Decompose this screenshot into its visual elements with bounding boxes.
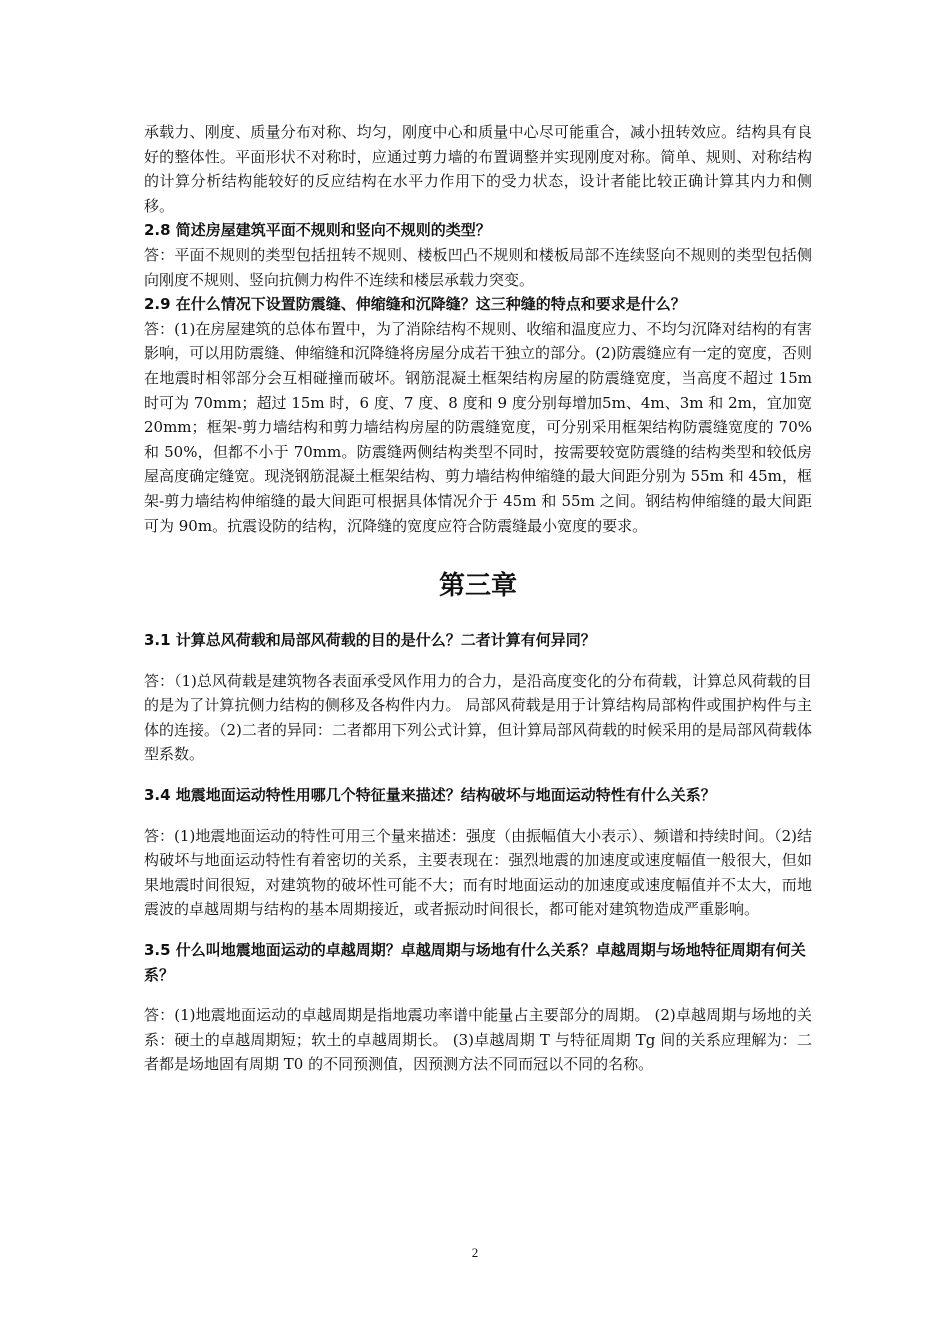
question-3-4: 3.4 地震地面运动特性用哪几个特征量来描述？结构破坏与地面运动特性有什么关系？ (144, 786, 716, 805)
paragraph-intro: 承载力、刚度、质量分布对称、均匀，刚度中心和质量中心尽可能重合，减小扭转效应。结构具有良好的整体性。平面形状不对称时，应通过剪力墙的布置调整并实现刚度对称。简单、规则、对称结构的计算分析结构能较好的反应结构在水平力作用下的受力状态，设计者能比较正确计算其内力和侧移。 (144, 123, 812, 215)
document-body (144, 120, 812, 1077)
spacer (144, 922, 812, 938)
question-3-5: 3.5 什么叫地震地面运动的卓越周期？卓越周期与场地有什么关系？卓越周期与场地特征周期有何关系？ (144, 941, 806, 984)
answer-3-5: 答：(1)地震地面运动的卓越周期是指地震功率谱中能量占主要部分的周期。 (2)卓越周期与场地的关系：硬土的卓越周期短；软土的卓越周期长。 (3)卓越周期 T 与特征周期 Tg 间的关系应理解为：二者都是场地固有周期 T0 的不同预测值，因预测方法不同而冠以不同的名称。 (144, 1006, 812, 1074)
answer-2-9: 答：(1)在房屋建筑的总体布置中，为了消除结构不规则、收缩和温度应力、不均匀沉降对结构的有害影响，可以用防震缝、伸缩缝和沉降缝将房屋分成若干独立的部分。(2)防震缝应有一定的宽度，否则在地震时相邻部分会互相碰撞而破坏。钢筋混凝土框架结构房屋的防震缝宽度，当高度不超过 15m 时可为 70mm；超过 15m 时，6 度、7 度、8 度和 9 度分别每增加5m、4m、3m 和 2m，宜加宽 20mm；框架-剪力墙结构和剪力墙结构房屋的防震缝宽度，可分别采用框架结构防震缝宽度的 70%和 50%，但都不小于 70mm。防震缝两侧结构类型不同时，按需要较宽防震缝的结构类型和较低房屋高度确定缝宽。现浇钢筋混凝土框架结构、剪力墙结构伸缩缝的最大间距分别为 55m 和 45m，框架-剪力墙结构伸缩缝的最大间距可根据具体情况介于 45m 和 55m 之间。钢结构伸缩缝的最大间距可为 90m。抗震设防的结构，沉降缝的宽度应符合防震缝最小宽度的要求。 (144, 319, 812, 535)
question-2-9: 2.9 在什么情况下设置防震缝、伸缩缝和沉降缝？这三种缝的特点和要求是什么？ (144, 295, 686, 314)
answer-3-1: 答：（1)总风荷载是建筑物各表面承受风作用力的合力，是沿高度变化的分布荷载，计算总风荷载的目的是为了计算抗侧力结构的侧移及各构件内力。 局部风荷载是用于计算结构局部构件或围护构件与主体的连接。（2)二者的异同：二者都用下列公式计算，但计算局部风荷载的时候采用的是局部风荷载体型系数。 (144, 671, 812, 764)
question-3-1: 3.1 计算总风荷载和局部风荷载的目的是什么？二者计算有何异同？ (144, 631, 596, 650)
answer-3-4: 答：(1)地震地面运动的特性可用三个量来描述：强度（由振幅值大小表示）、频谱和持续时间。（2)结构破坏与地面运动特性有着密切的关系，主要表现在：强烈地震的加速度或速度幅值一般很大，但如果地震时间很短，对建筑物的破坏性可能不大；而有时地面运动的加速度或速度幅值并不太大，而地震波的卓越周期与结构的基本周期接近，或者振动时间很长，都可能对建筑物造成严重影响。 (144, 826, 812, 919)
spacer (144, 808, 812, 824)
spacer (144, 987, 812, 1003)
answer-2-8: 答：平面不规则的类型包括扭转不规则、楼板凹凸不规则和楼板局部不连续竖向不规则的类型包括侧向刚度不规则、竖向抗侧力构件不连续和楼层承载力突变。 (144, 245, 812, 289)
spacer (144, 767, 812, 783)
chapter-title: 第三章 (438, 571, 517, 602)
page-number: 2 (471, 1245, 479, 1260)
question-2-8: 2.8 简述房屋建筑平面不规则和竖向不规则的类型？ (144, 221, 491, 240)
spacer (144, 653, 812, 669)
